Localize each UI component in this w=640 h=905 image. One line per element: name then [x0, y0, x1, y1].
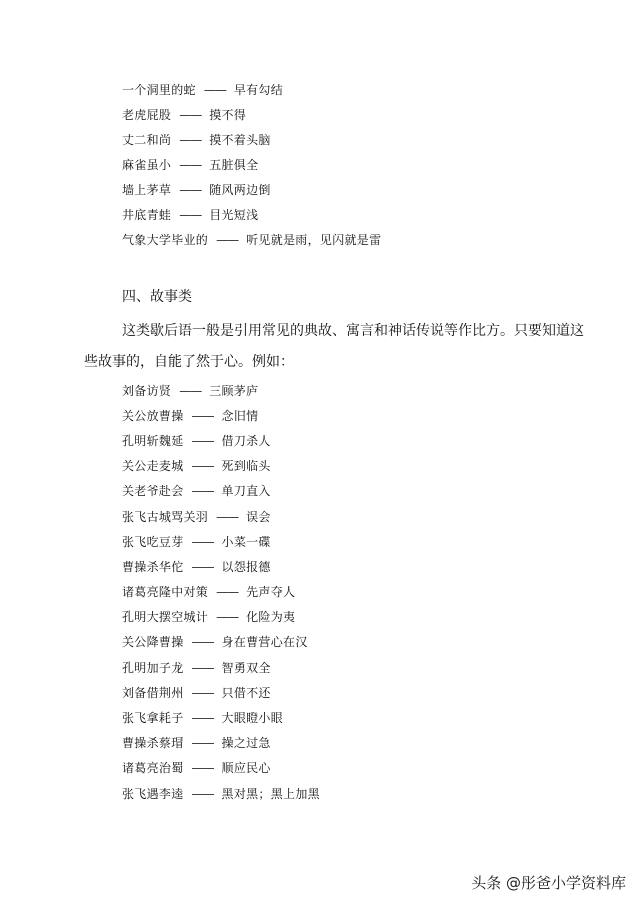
saying-line: [122, 182, 271, 198]
saying-riddle: 诸葛亮治蜀: [122, 761, 184, 775]
dash: ——: [179, 133, 202, 147]
saying-riddle: 曹操杀华佗: [122, 560, 184, 574]
saying-riddle: 老虎屁股: [122, 108, 172, 122]
saying-riddle: 麻雀虽小: [122, 158, 172, 172]
dash: ——: [179, 384, 202, 398]
saying-answer: 黑对黑；黑上加黑: [221, 787, 320, 801]
dash: ——: [191, 711, 214, 725]
saying-answer: 五脏俱全: [209, 158, 259, 172]
dash: ——: [216, 585, 239, 599]
dash: ——: [179, 108, 202, 122]
dash: ——: [216, 233, 239, 247]
saying-answer: 目光短浅: [209, 208, 259, 222]
saying-line: [122, 584, 295, 600]
saying-line: [122, 685, 271, 701]
saying-line: [122, 509, 271, 525]
dash: ——: [203, 83, 226, 97]
dash: ——: [191, 484, 214, 498]
saying-line: [122, 82, 283, 98]
saying-line: [122, 232, 381, 248]
saying-line: [122, 383, 258, 399]
dash: ——: [191, 459, 214, 473]
dash: ——: [216, 510, 239, 524]
saying-line: [122, 735, 271, 751]
saying-line: [122, 534, 271, 550]
saying-line: [122, 433, 271, 449]
dash: ——: [179, 183, 202, 197]
saying-answer: 以怨报德: [221, 560, 271, 574]
dash: ——: [191, 635, 214, 649]
saying-answer: 化险为夷: [246, 610, 296, 624]
saying-answer: 死到临头: [221, 459, 271, 473]
saying-answer: 借刀杀人: [221, 434, 271, 448]
saying-answer: 小菜一碟: [221, 535, 271, 549]
saying-answer: 听见就是雨，见闪就是雷: [246, 233, 382, 247]
saying-riddle: 张飞遇李逵: [122, 787, 184, 801]
dash: ——: [191, 535, 214, 549]
saying-answer: 只借不还: [221, 686, 271, 700]
saying-line: [122, 132, 271, 148]
saying-answer: 摸不得: [209, 108, 247, 122]
intro-paragraph-line-1: 这类歇后语一般是引用常见的典故、寓言和神话传说等作比方。只要知道这: [122, 323, 584, 339]
dash: ——: [191, 661, 214, 675]
saying-riddle: 张飞吃豆芽: [122, 535, 184, 549]
saying-riddle: 一个洞里的蛇: [122, 83, 196, 97]
saying-riddle: 井底青蛙: [122, 208, 172, 222]
saying-riddle: 关公走麦城: [122, 459, 184, 473]
saying-line: [122, 634, 308, 650]
saying-line: [122, 408, 258, 424]
saying-riddle: 孔明加子龙: [122, 661, 184, 675]
saying-riddle: 刘备访贤: [122, 384, 172, 398]
saying-answer: 念旧情: [221, 409, 259, 423]
saying-line: [122, 458, 271, 474]
saying-riddle: 诸葛亮隆中对策: [122, 585, 209, 599]
saying-answer: 误会: [246, 510, 271, 524]
saying-line: [122, 157, 258, 173]
dash: ——: [191, 787, 214, 801]
saying-answer: 先声夺人: [246, 585, 296, 599]
saying-line: [122, 660, 271, 676]
saying-riddle: 张飞拿耗子: [122, 711, 184, 725]
saying-riddle: 刘备借荆州: [122, 686, 184, 700]
dash: ——: [191, 736, 214, 750]
watermark-text: 头条 @彤爸小学资料库: [471, 874, 626, 892]
saying-line: [122, 559, 271, 575]
saying-answer: 摸不着头脑: [209, 133, 271, 147]
saying-line: [122, 710, 283, 726]
dash: ——: [191, 560, 214, 574]
saying-answer: 操之过急: [221, 736, 271, 750]
saying-riddle: 关公放曹操: [122, 409, 184, 423]
saying-line: [122, 760, 271, 776]
saying-answer: 三顾茅庐: [209, 384, 259, 398]
saying-answer: 单刀直入: [221, 484, 271, 498]
dash: ——: [191, 434, 214, 448]
saying-answer: 身在曹营心在汉: [221, 635, 308, 649]
saying-answer: 早有勾结: [233, 83, 284, 97]
saying-riddle: 气象大学毕业的: [122, 233, 209, 247]
saying-line: [122, 483, 271, 499]
saying-riddle: 丈二和尚: [122, 133, 172, 147]
saying-riddle: 墙上茅草: [122, 183, 172, 197]
dash: ——: [216, 610, 239, 624]
section-heading: 四、故事类: [122, 289, 192, 305]
saying-line: [122, 609, 295, 625]
saying-riddle: 孔明斩魏延: [122, 434, 184, 448]
saying-riddle: 曹操杀蔡瑁: [122, 736, 184, 750]
intro-paragraph-line-2: 些故事的，自能了然于心。例如：: [84, 354, 294, 370]
saying-riddle: 关公降曹操: [122, 635, 184, 649]
saying-line: [122, 207, 258, 223]
saying-riddle: 关老爷赴会: [122, 484, 184, 498]
saying-answer: 大眼瞪小眼: [221, 711, 284, 725]
saying-line: [122, 107, 246, 123]
dash: ——: [179, 158, 202, 172]
saying-riddle: 张飞古城骂关羽: [122, 510, 209, 524]
dash: ——: [191, 409, 214, 423]
dash: ——: [191, 686, 214, 700]
saying-riddle: 孔明大摆空城计: [122, 610, 209, 624]
dash: ——: [179, 208, 202, 222]
saying-answer: 顺应民心: [221, 761, 271, 775]
dash: ——: [191, 761, 214, 775]
saying-line: [122, 786, 320, 802]
saying-answer: 智勇双全: [221, 661, 271, 675]
saying-answer: 随风两边倒: [209, 183, 271, 197]
